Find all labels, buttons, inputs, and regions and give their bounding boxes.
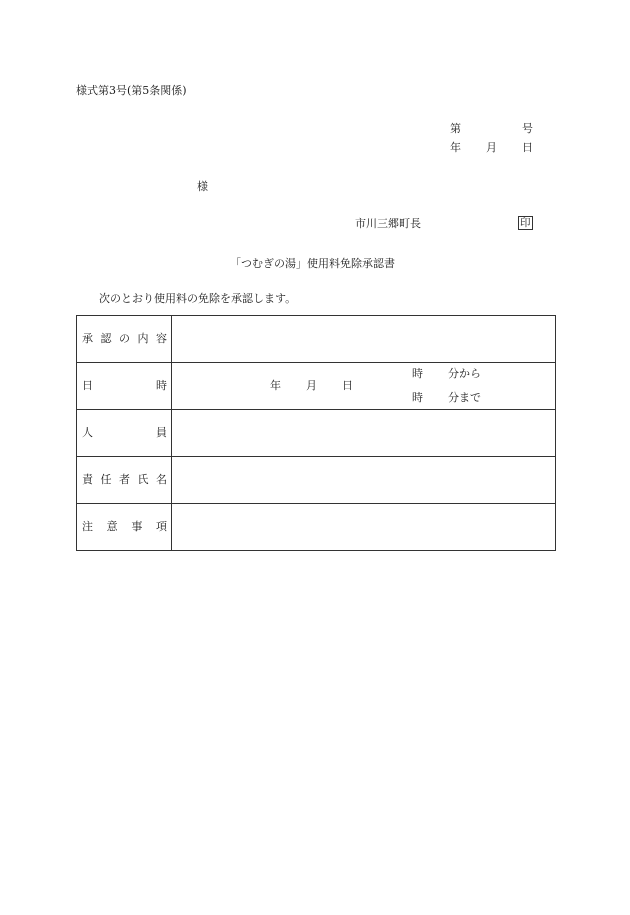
label-char: 注: [82, 520, 93, 533]
document-title: 「つむぎの湯」使用料免除承認書: [230, 257, 395, 270]
label-char: 者: [119, 473, 130, 486]
label-cell-responsible: [77, 457, 172, 504]
doc-number-go: 号: [522, 122, 533, 135]
datetime-hour-from: 時: [412, 367, 423, 380]
label-char: 項: [155, 520, 167, 533]
doc-number-dai: 第: [450, 122, 461, 135]
label-approval-content: [77, 332, 171, 346]
row-approval-content: [77, 316, 556, 363]
label-cell-datetime: [77, 363, 172, 410]
personnel-field[interactable]: [172, 410, 556, 457]
label-char: 責: [82, 473, 93, 486]
row-personnel: [77, 410, 556, 457]
label-responsible-name: [77, 473, 171, 487]
date-day: 日: [522, 141, 533, 154]
label-char: 時: [156, 379, 167, 392]
datetime-year: 年: [270, 379, 281, 392]
row-notes: [77, 504, 556, 551]
label-cell-notes: [77, 504, 172, 551]
issuer-name: 市川三郷町長: [355, 217, 421, 230]
approval-table: [76, 315, 556, 551]
label-char: 日: [82, 379, 93, 392]
datetime-until: 分まで: [448, 391, 481, 404]
label-char: 事: [131, 520, 143, 533]
body-text: 次のとおり使用料の免除を承認します。: [99, 292, 297, 305]
datetime-field[interactable]: [172, 363, 556, 410]
label-char: 氏: [137, 473, 149, 486]
datetime-day: 日: [342, 379, 353, 392]
label-char: の: [119, 332, 130, 345]
datetime-month: 月: [306, 379, 317, 392]
label-char: 員: [156, 426, 167, 439]
label-char: 人: [82, 426, 93, 439]
responsible-name-field[interactable]: [172, 457, 556, 504]
row-responsible-name: [77, 457, 556, 504]
label-char: 容: [156, 332, 167, 345]
datetime-hour-until: 時: [412, 391, 423, 404]
label-cell-personnel: [77, 410, 172, 457]
label-char: 意: [106, 520, 118, 533]
seal-mark: [518, 216, 533, 230]
form-number: 様式第3号(第5条関係): [76, 84, 187, 97]
label-notes: [77, 520, 171, 534]
notes-field[interactable]: [172, 504, 556, 551]
label-personnel: [77, 426, 171, 440]
date-month: 月: [486, 141, 497, 154]
label-char: 名: [156, 473, 167, 486]
label-datetime: [77, 379, 171, 393]
datetime-from: 分から: [448, 367, 481, 380]
approval-content-field[interactable]: [172, 316, 556, 363]
label-char: 承: [82, 332, 93, 345]
row-datetime: [77, 363, 556, 410]
seal-mark-text: 印: [520, 217, 531, 229]
label-char: 内: [137, 332, 149, 345]
date-year: 年: [450, 141, 461, 154]
addressee-sama: 様: [197, 180, 208, 193]
label-char: 任: [100, 473, 112, 486]
label-char: 認: [100, 332, 112, 345]
label-cell-content: [77, 316, 172, 363]
